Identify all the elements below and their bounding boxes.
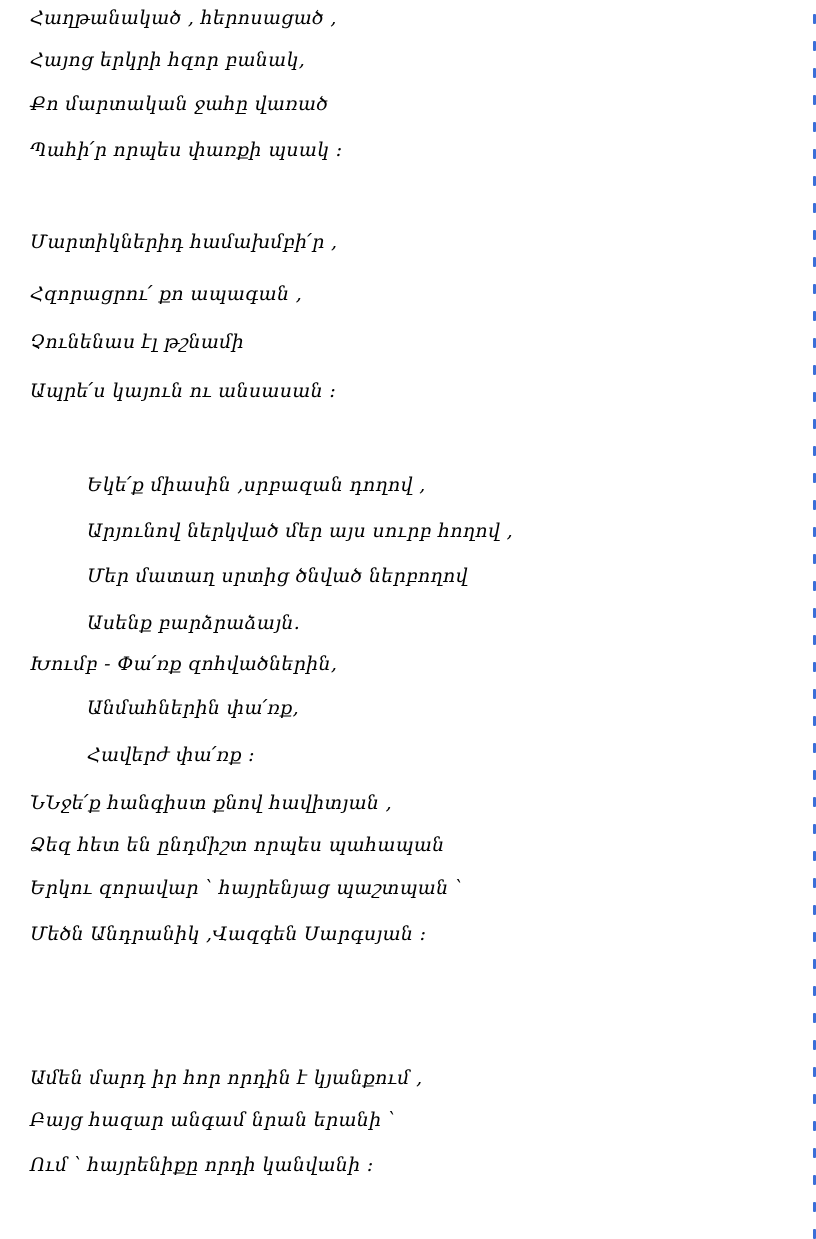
- poem-line: Հայոց երկրի հզոր բանակ,: [30, 49, 306, 71]
- poem-line: Պահի՛ր որպես փառքի պսակ :: [30, 139, 343, 161]
- poem-line: Բայց հազար անգամ նրան երանի ՝: [30, 1109, 396, 1131]
- chorus-line: Խումբ - Փա՛ռք զոհվածներին,: [30, 653, 338, 675]
- poem-line: Եկե՛ք միասին ,սրբազան դողով ,: [87, 474, 426, 496]
- chorus-line: Անմահներին փա՛ռք,: [87, 697, 299, 719]
- poem-line: Արյունով ներկված մեր այս սուրբ հողով ,: [87, 520, 513, 542]
- poem-line: ՆՆջե՛ք հանգիստ քնով հավիտյան ,: [30, 792, 392, 814]
- poem-line: Ապրե՛ս կայուն ու անսասան :: [30, 380, 337, 402]
- poem-line: Հզորացրու՛ քո ապագան ,: [30, 283, 303, 305]
- poem-line: Ասենք բարձրաձայն.: [87, 612, 301, 634]
- poem-line: Ում ՝ հայրենիքը որդի կանվանի :: [30, 1154, 374, 1176]
- poem-line: Երկու զորավար ՝ հայրենյաց պաշտպան ՝: [30, 877, 463, 899]
- poem-line: Մեծն Անդրանիկ ,Վազգեն Սարգսյան :: [30, 923, 427, 945]
- poem-line: Մարտիկներիդ համախմբի՛ր ,: [30, 231, 338, 253]
- poem-line: Քո մարտական ջահը վառած: [30, 93, 329, 115]
- poem-line: Հաղթանակած , հերոսացած ,: [30, 7, 337, 29]
- chorus-line: Հավերժ փա՛ռք :: [87, 744, 255, 766]
- poem-line: Ձեզ հետ են ընդմիշտ որպես պահապան: [30, 834, 445, 856]
- poem-line: Չունենաս էլ թշնամի: [30, 331, 245, 353]
- poem-line: Ամեն մարդ իր հոր որդին է կյանքում ,: [30, 1067, 423, 1089]
- poem-line: Մեր մատաղ սրտից ծնված ներբողով: [87, 565, 468, 587]
- page-edge-marks: [810, 0, 816, 1238]
